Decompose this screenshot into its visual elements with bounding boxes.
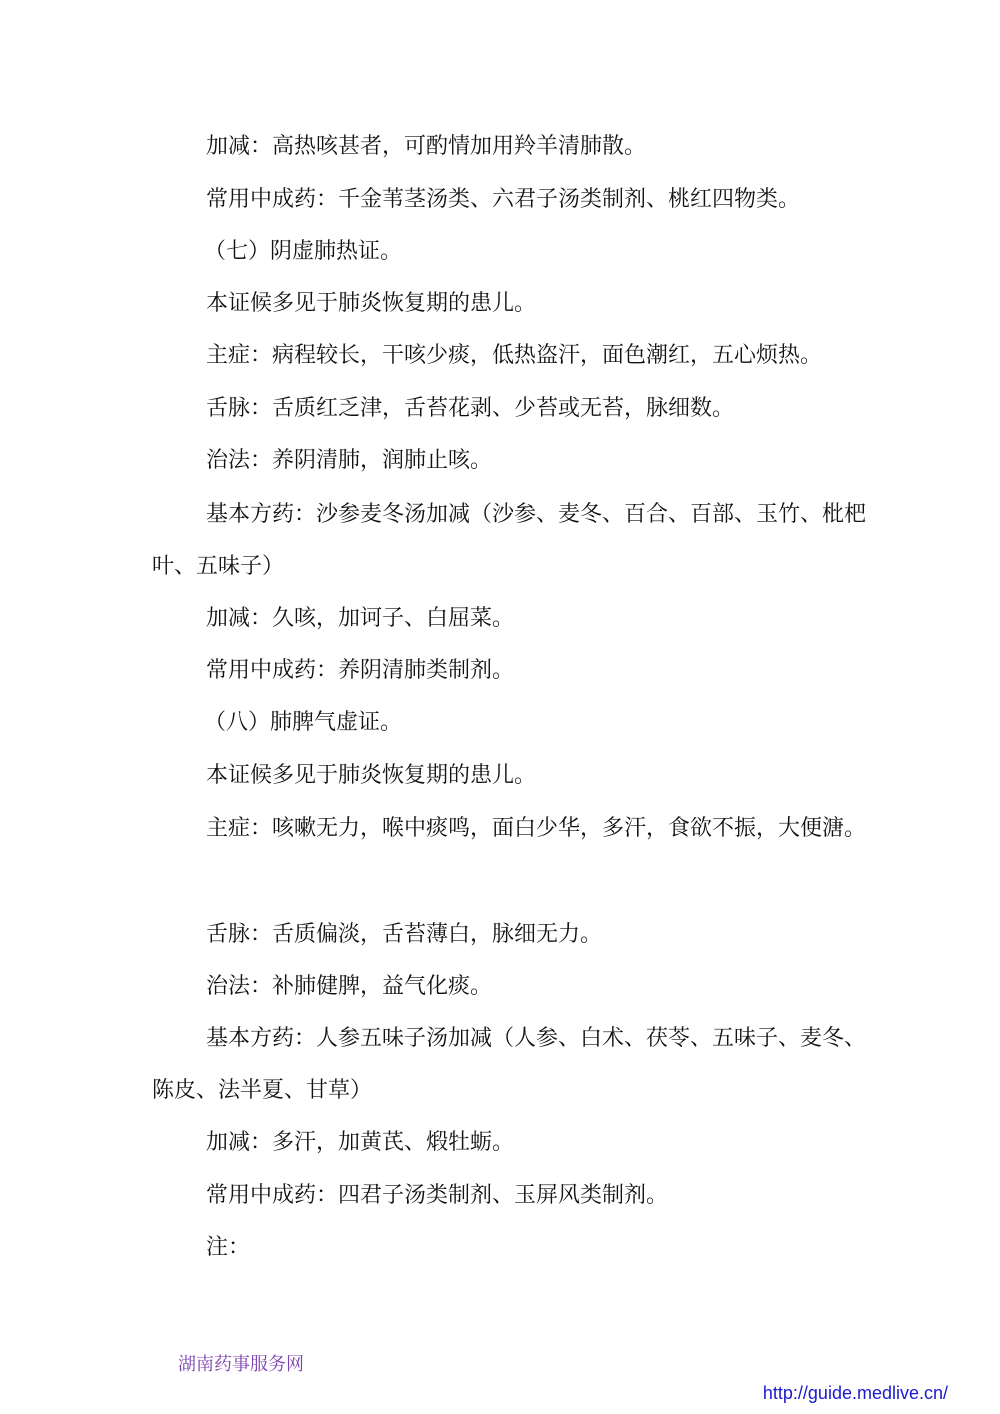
paragraph: 基本方药：沙参麦冬汤加减（沙参、麦冬、百合、百部、玉竹、枇杷叶、五味子） [152, 502, 867, 579]
paragraph: 本证候多见于肺炎恢复期的患儿。 [206, 763, 537, 788]
section-heading: （七）阴虚肺热证。 [204, 239, 403, 264]
paragraph: 加减：高热咳甚者，可酌情加用羚羊清肺散。 [206, 134, 647, 159]
section-heading: （八）肺脾气虚证。 [204, 710, 403, 735]
paragraph: 加减：多汗，加黄芪、煅牡蛎。 [206, 1130, 515, 1155]
footer-url-link[interactable]: http://guide.medlive.cn/ [762, 1383, 948, 1403]
paragraph: 治法：补肺健脾，益气化痰。 [206, 974, 493, 999]
paragraph: 加减：久咳，加诃子、白屈菜。 [206, 606, 515, 631]
paragraph: 主症：病程较长，干咳少痰，低热盗汗，面色潮红，五心烦热。 [206, 343, 823, 368]
paragraph: 常用中成药：千金苇茎汤类、六君子汤类制剂、桃红四物类。 [206, 187, 801, 212]
paragraph: 注： [206, 1235, 251, 1260]
paragraph: 舌脉：舌质红乏津，舌苔花剥、少苔或无苔，脉细数。 [206, 396, 735, 421]
footer-site-name: 湖南药事服务网 [178, 1354, 304, 1375]
paragraph: 常用中成药：四君子汤类制剂、玉屏风类制剂。 [206, 1183, 669, 1208]
paragraph: 舌脉：舌质偏淡，舌苔薄白，脉细无力。 [206, 922, 603, 947]
paragraph: 主症：咳嗽无力，喉中痰鸣，面白少华，多汗，食欲不振，大便溏。 [206, 816, 867, 841]
paragraph: 本证候多见于肺炎恢复期的患儿。 [206, 291, 537, 316]
paragraph: 常用中成药：养阴清肺类制剂。 [206, 658, 515, 683]
paragraph: 基本方药：人参五味子汤加减（人参、白术、茯苓、五味子、麦冬、陈皮、法半夏、甘草） [152, 1026, 867, 1103]
paragraph: 治法：养阴清肺，润肺止咳。 [206, 448, 493, 473]
